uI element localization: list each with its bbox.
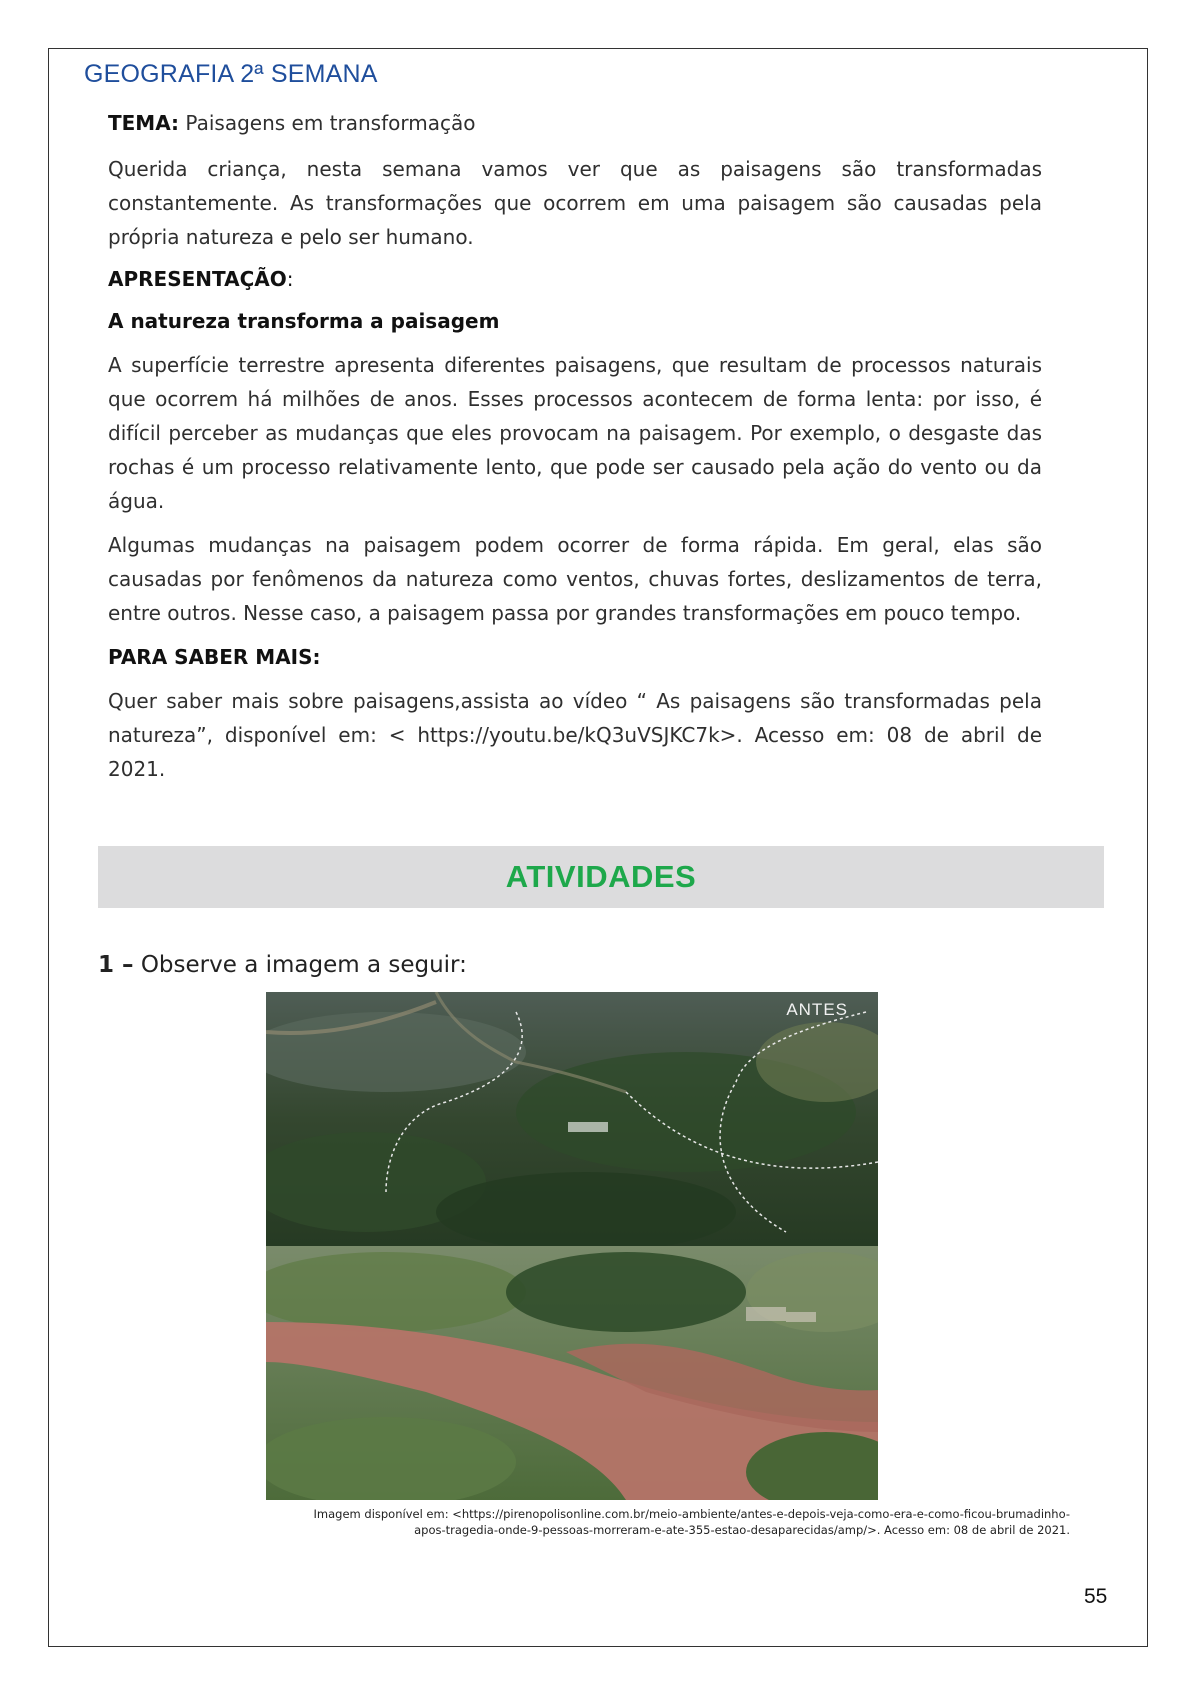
tema-line: [108, 106, 1042, 140]
question-1: [98, 952, 467, 978]
section-paragraph-2: Algumas mudanças na paisagem podem ocorrer de forma rápida. Em geral, elas são causadas por fenômenos da natureza como ventos, chuvas fortes, deslizamentos de terra, entre outros. Nesse caso, a paisagem passa por grandes transformações em pouco tempo.: [108, 533, 1042, 625]
image-caption: [80, 1506, 1070, 1538]
activities-title: ATIVIDADES: [505, 859, 697, 894]
page-number: 55: [1084, 1585, 1108, 1608]
activities-banner: [98, 846, 1104, 908]
caption-line-1: Imagem disponível em: <https://pirenopolisonline.com.br/meio-ambiente/antes-e-depois-veja-como-era-e-como-ficou-brumadinho-: [313, 1507, 1070, 1521]
question-number: 1 –: [98, 952, 134, 978]
question-text: Observe a imagem a seguir:: [133, 952, 467, 978]
main-content: [108, 106, 1042, 796]
before-label: ANTES: [786, 1000, 848, 1019]
page-title: GEOGRAFIA 2ª SEMANA: [84, 60, 378, 88]
aerial-photo-illustration: [266, 992, 878, 1500]
apresentacao-heading: [108, 264, 1042, 294]
before-after-aerial-photo: [266, 992, 878, 1500]
apresentacao-label: APRESENTAÇÃO: [108, 267, 287, 291]
saber-mais-heading: PARA SABER MAIS:: [108, 645, 321, 669]
tema-text: Paisagens em transformação: [179, 111, 476, 135]
caption-line-2: apos-tragedia-onde-9-pessoas-morreram-e-ate-355-estao-desaparecidas/amp/>. Acesso em: 08 de abril de 2021.: [414, 1523, 1070, 1537]
section-title: A natureza transforma a paisagem: [108, 309, 500, 333]
section-paragraph-1: A superfície terrestre apresenta diferentes paisagens, que resultam de processos naturais que ocorrem há milhões de anos. Esses processos acontecem de forma lenta: por isso, é difícil perceber as mudanças que eles provocam na paisagem. Por exemplo, o desgaste das rochas é um processo relativamente lento, que pode ser causado pela ação do vento ou da água.: [108, 353, 1042, 513]
intro-paragraph: Querida criança, nesta semana vamos ver que as paisagens são transformadas constantemente. As transformações que ocorrem em uma paisagem são causadas pela própria natureza e pelo ser humano.: [108, 157, 1042, 249]
apresentacao-colon: :: [286, 267, 294, 291]
tema-label: TEMA:: [108, 111, 180, 135]
saber-mais-paragraph: Quer saber mais sobre paisagens,assista ao vídeo “ As paisagens são transformadas pela natureza”, disponível em: < https://youtu.be/kQ3uVSJKC7k>. Acesso em: 08 de abril de 2021.: [108, 689, 1042, 781]
